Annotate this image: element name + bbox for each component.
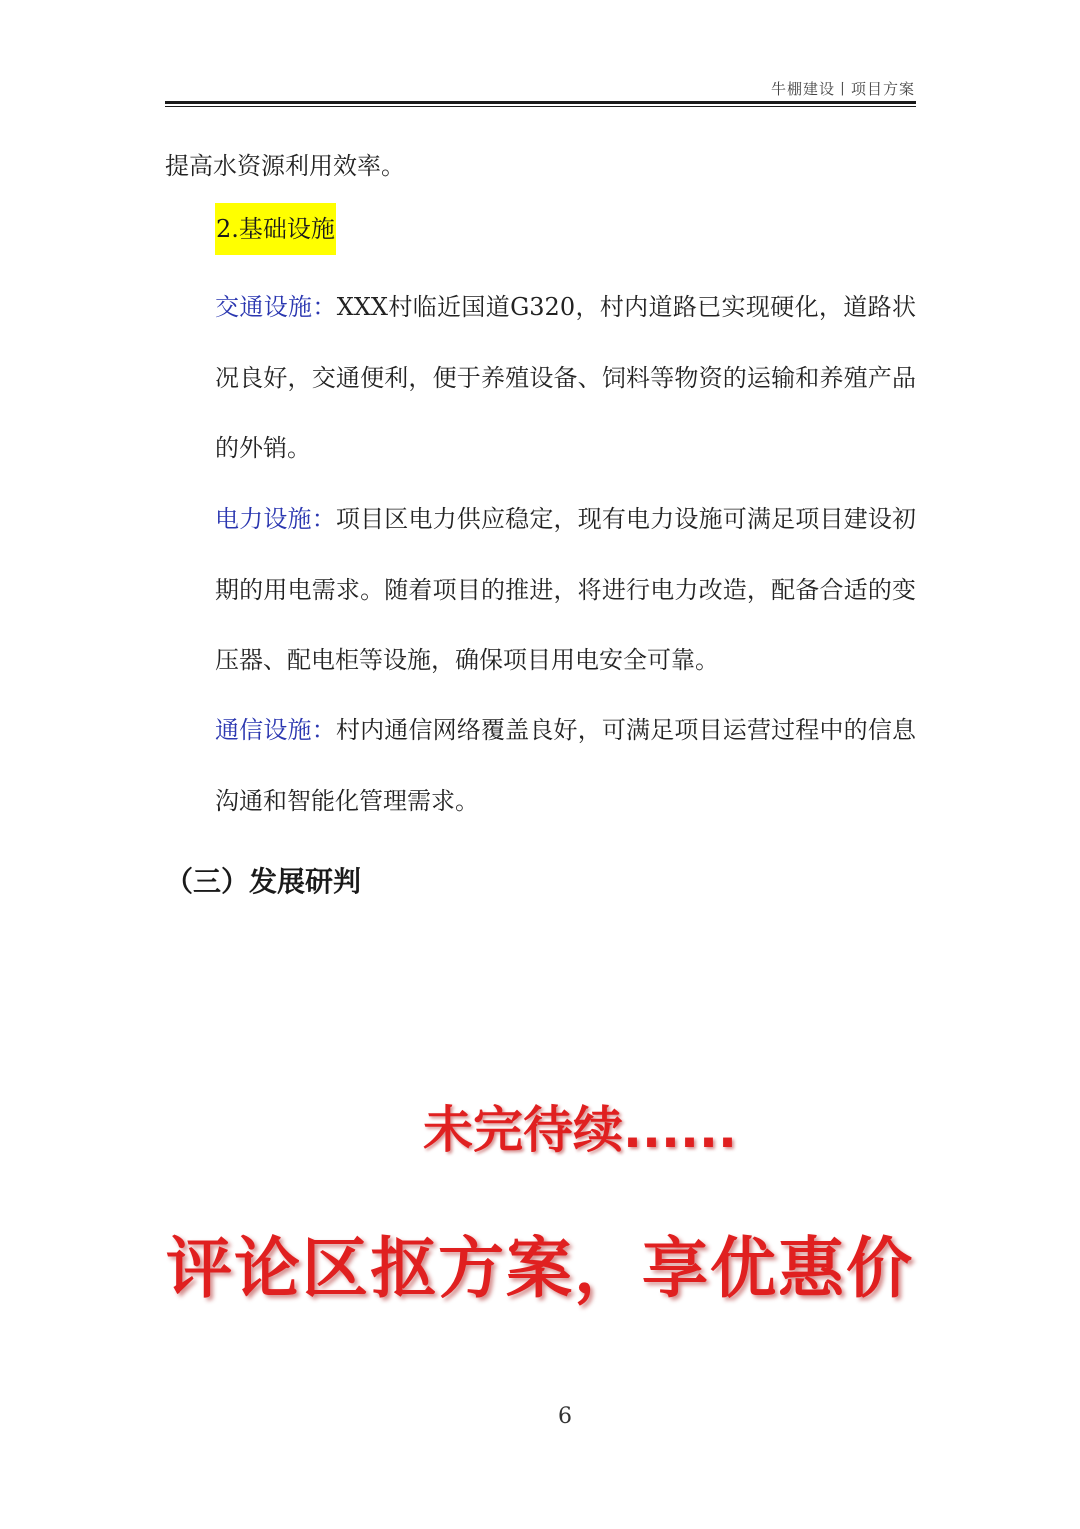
header-rule-thick xyxy=(165,101,916,104)
intro-paragraph xyxy=(165,131,916,202)
power-paragraph xyxy=(165,484,916,696)
power-text: 项目区电力供应稳定，现有电力设施可满足项目建设初期的用电需求。随着项目的推进，将进行电力改造，配备合适的变压器、配电柜等设施，确保项目用电安全可靠。 xyxy=(215,505,917,674)
intro-text: 提高水资源利用效率。 xyxy=(165,152,405,180)
promo-banner: 评论区抠方案，享优惠价 xyxy=(166,1230,914,1307)
communication-paragraph xyxy=(165,695,916,836)
header-rule-thin xyxy=(165,106,916,107)
transport-label: 交通设施： xyxy=(215,293,337,321)
section-heading-infrastructure: 2.基础设施 xyxy=(215,203,336,255)
to-be-continued-banner: 未完待续...... xyxy=(423,1101,737,1159)
power-label: 电力设施： xyxy=(215,505,336,533)
communication-text: 村内通信网络覆盖良好，可满足项目运营过程中的信息沟通和智能化管理需求。 xyxy=(215,716,917,815)
transport-paragraph xyxy=(165,272,916,484)
page-number: 6 xyxy=(558,1404,572,1429)
header-title: 牛棚建设丨项目方案 xyxy=(770,80,915,98)
communication-label: 通信设施： xyxy=(215,716,336,744)
sub-heading-development: （三）发展研判 xyxy=(165,865,362,898)
transport-text: XXX村临近国道G320，村内道路已实现硬化，道路状况良好，交通便利，便于养殖设备、饲料等物资的运输和养殖产品的外销。 xyxy=(215,293,916,462)
